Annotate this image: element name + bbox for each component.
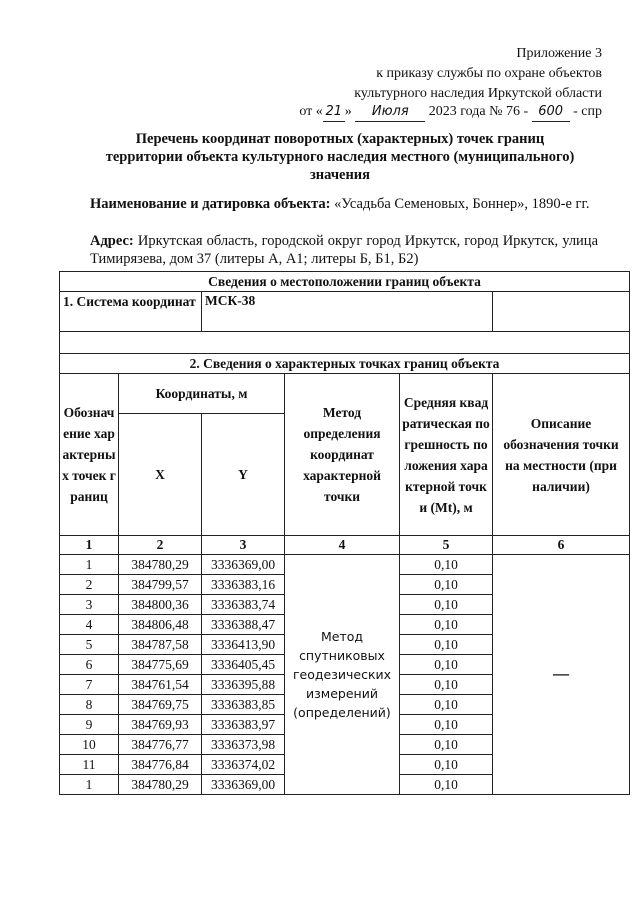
point-y: 3336383,74 — [202, 595, 285, 615]
column-number-1: 1 — [60, 536, 119, 555]
date-month: Июля — [355, 102, 425, 122]
point-y: 3336383,97 — [202, 715, 285, 735]
point-y: 3336395,88 — [202, 675, 285, 695]
point-x: 384780,29 — [119, 555, 202, 575]
point-x: 384780,29 — [119, 775, 202, 795]
method-cell: Метод спутниковых геодезических измерений (определений) — [285, 555, 400, 795]
point-accuracy: 0,10 — [400, 615, 493, 635]
order-date-line — [299, 102, 602, 122]
date-prefix: от « — [299, 104, 323, 119]
column-number-3: 3 — [202, 536, 285, 555]
point-y: 3336383,85 — [202, 695, 285, 715]
date-mid: » — [344, 104, 352, 119]
point-x: 384787,58 — [119, 635, 202, 655]
order-number: 600 — [532, 102, 570, 122]
appendix-title: Приложение 3 — [516, 46, 602, 61]
column-header-accuracy: Средняя квадратическая погрешность положения характерной точки (Mt), м — [400, 374, 493, 536]
coordinate-system-value: МСК-38 — [202, 292, 493, 332]
order-reference: к приказу службы по охране объектов — [376, 66, 602, 81]
point-id: 9 — [60, 715, 119, 735]
point-id: 6 — [60, 655, 119, 675]
object-name-label: Наименование и датировка объекта: — [90, 196, 331, 212]
point-accuracy: 0,10 — [400, 635, 493, 655]
point-id: 4 — [60, 615, 119, 635]
column-number-5: 5 — [400, 536, 493, 555]
point-x: 384761,54 — [119, 675, 202, 695]
point-id: 8 — [60, 695, 119, 715]
points-body — [60, 555, 630, 795]
object-name-value: «Усадьба Семеновых, Боннер», 1890-е гг. — [334, 196, 590, 212]
point-y: 3336383,16 — [202, 575, 285, 595]
title-line-1: Перечень координат поворотных (характерных) точек границ — [135, 131, 545, 147]
point-x: 384806,48 — [119, 615, 202, 635]
column-header-x: X — [119, 414, 202, 536]
point-y: 3336369,00 — [202, 555, 285, 575]
point-accuracy: 0,10 — [400, 775, 493, 795]
point-id: 2 — [60, 575, 119, 595]
coordinate-system-extra — [493, 292, 630, 332]
point-id: 1 — [60, 555, 119, 575]
point-id: 5 — [60, 635, 119, 655]
point-id: 10 — [60, 735, 119, 755]
empty-separator-row — [60, 332, 630, 354]
point-x: 384776,84 — [119, 755, 202, 775]
point-y: 3336373,98 — [202, 735, 285, 755]
section-points-title: 2. Сведения о характерных точках границ объекта — [60, 354, 630, 374]
column-number-6: 6 — [493, 536, 630, 555]
object-address — [90, 232, 598, 268]
section-location-title: Сведения о местоположении границ объекта — [60, 272, 630, 292]
point-id: 3 — [60, 595, 119, 615]
point-y: 3336374,02 — [202, 755, 285, 775]
date-year: 2023 года № 76 - — [428, 104, 529, 119]
point-y: 3336405,45 — [202, 655, 285, 675]
point-accuracy: 0,10 — [400, 555, 493, 575]
point-y: 3336369,00 — [202, 775, 285, 795]
point-x: 384776,77 — [119, 735, 202, 755]
point-x: 384800,36 — [119, 595, 202, 615]
point-accuracy: 0,10 — [400, 575, 493, 595]
object-address-label: Адрес: — [90, 233, 134, 249]
point-accuracy: 0,10 — [400, 735, 493, 755]
date-day: 21 — [323, 102, 345, 122]
point-accuracy: 0,10 — [400, 695, 493, 715]
point-accuracy: 0,10 — [400, 595, 493, 615]
column-header-method: Метод определения координат характерной точки — [285, 374, 400, 536]
column-header-coordinates: Координаты, м — [119, 374, 285, 414]
title-line-2: территории объекта культурного наследия местного (муниципального) — [105, 149, 575, 165]
point-accuracy: 0,10 — [400, 715, 493, 735]
column-header-y: Y — [202, 414, 285, 536]
point-x: 384799,57 — [119, 575, 202, 595]
date-suffix: - спр — [573, 104, 602, 119]
point-accuracy: 0,10 — [400, 655, 493, 675]
point-x: 384769,93 — [119, 715, 202, 735]
object-name — [90, 195, 598, 213]
coordinate-system-label: 1. Система координат — [60, 292, 202, 332]
point-x: 384775,69 — [119, 655, 202, 675]
order-authority: культурного наследия Иркутской области — [354, 86, 602, 101]
point-y: 3336388,47 — [202, 615, 285, 635]
column-number-4: 4 — [285, 536, 400, 555]
point-id: 7 — [60, 675, 119, 695]
column-header-point: Обозначение характерных точек границ — [60, 374, 119, 536]
document-title — [60, 130, 620, 184]
point-id: 11 — [60, 755, 119, 775]
table-row — [60, 555, 630, 575]
point-id: 1 — [60, 775, 119, 795]
point-accuracy: 0,10 — [400, 755, 493, 775]
coordinates-table — [59, 271, 630, 795]
object-address-value: Иркутская область, городской округ город Иркутск, город Иркутск, улица Тимирязева, дом 37 (литеры А, А1; литеры Б, Б1, Б2) — [90, 233, 599, 267]
point-accuracy: 0,10 — [400, 675, 493, 695]
title-line-3: значения — [309, 167, 371, 183]
point-y: 3336413,90 — [202, 635, 285, 655]
column-number-2: 2 — [119, 536, 202, 555]
column-header-description: Описание обозначения точки на местности (при наличии) — [493, 374, 630, 536]
description-cell: — — [493, 555, 630, 795]
point-x: 384769,75 — [119, 695, 202, 715]
